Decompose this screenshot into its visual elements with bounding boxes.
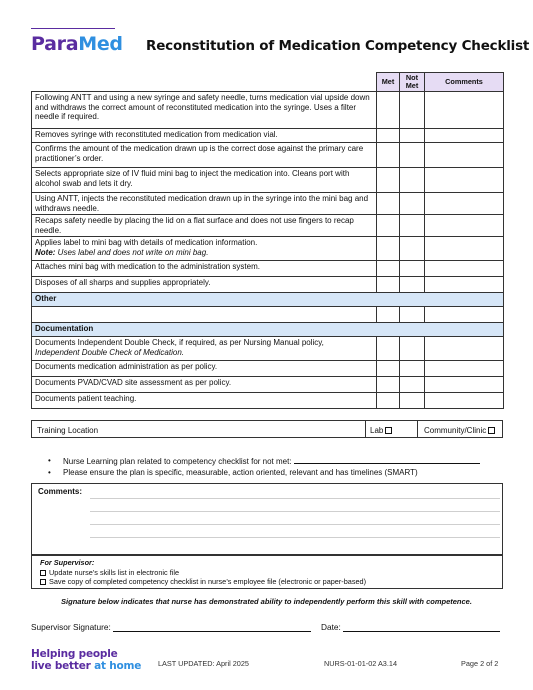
community-clinic-option[interactable] [417, 421, 502, 437]
met-cell[interactable] [377, 393, 400, 409]
table-header-row [32, 73, 504, 92]
comments-cell[interactable] [425, 193, 504, 215]
met-cell[interactable] [377, 215, 400, 237]
table-row [32, 377, 504, 393]
section-title: Documentation [32, 323, 504, 337]
section-header-other [32, 293, 504, 307]
section-title: Other [32, 293, 504, 307]
supervisor-checkbox[interactable] [40, 579, 46, 585]
comments-label: Comments: [38, 487, 83, 496]
footer-page-number: Page 2 of 2 [461, 659, 499, 668]
comments-cell[interactable] [425, 261, 504, 277]
competency-checklist-table [31, 72, 504, 409]
supervisor-signature-label: Supervisor Signature: [31, 622, 111, 632]
met-cell[interactable] [377, 129, 400, 143]
not-met-cell[interactable] [400, 215, 425, 237]
table-row [32, 337, 504, 361]
not-met-cell[interactable] [400, 361, 425, 377]
lab-checkbox[interactable] [385, 427, 392, 434]
comments-cell[interactable] [425, 143, 504, 168]
bullet-item [48, 456, 480, 468]
comments-box[interactable] [31, 483, 503, 555]
lab-label: Lab [370, 426, 384, 435]
header-blank-cell [32, 73, 377, 92]
table-row [32, 143, 504, 168]
item-text[interactable] [32, 307, 377, 323]
note-label: Note: [35, 247, 56, 257]
table-row [32, 193, 504, 215]
table-row [32, 393, 504, 409]
item-text: Recaps safety needle by placing the lid on a flat surface and does not use fingers to recap needle. [32, 215, 377, 237]
document-title: Reconstitution of Medication Competency Checklist [146, 38, 530, 54]
logo-text-para: Para [31, 33, 79, 55]
supervisor-signature-row [31, 622, 311, 632]
item-text: Attaches mini bag with medication to the administration system. [32, 261, 377, 277]
supervisor-item-text: Save copy of completed competency checklist in nurse’s employee file (electronic or paper-based) [49, 577, 367, 586]
item-text-italic: Independent Double Check of Medication. [35, 347, 184, 357]
item-text: Following ANTT and using a new syringe and safety needle, turns medication vial upside down and withdraws the correct amount of reconstituted medication into the syringe. Uses a filter needle if required. [32, 92, 377, 129]
logo-rule [31, 28, 115, 29]
table-row [32, 261, 504, 277]
comments-cell[interactable] [425, 92, 504, 129]
met-cell[interactable] [377, 361, 400, 377]
table-row [32, 215, 504, 237]
section-header-documentation [32, 323, 504, 337]
table-row [32, 237, 504, 261]
met-cell[interactable] [377, 377, 400, 393]
met-cell[interactable] [377, 307, 400, 323]
comment-line [90, 524, 500, 525]
not-met-cell[interactable] [400, 393, 425, 409]
item-text: Documents PVAD/CVAD site assessment as per policy. [32, 377, 377, 393]
not-met-cell[interactable] [400, 193, 425, 215]
supervisor-item [40, 568, 494, 578]
not-met-cell[interactable] [400, 337, 425, 361]
logo-text-med: Med [78, 33, 123, 55]
comments-cell[interactable] [425, 215, 504, 237]
supervisor-heading: For Supervisor: [40, 558, 95, 567]
item-text: Removes syringe with reconstituted medication from medication vial. [32, 129, 377, 143]
header-comments: Comments [425, 73, 504, 92]
training-location-box [31, 420, 503, 438]
not-met-cell[interactable] [400, 261, 425, 277]
table-row [32, 129, 504, 143]
learning-plan-line[interactable] [294, 456, 480, 464]
met-cell[interactable] [377, 277, 400, 293]
met-cell[interactable] [377, 337, 400, 361]
supervisor-signature-line[interactable] [113, 631, 311, 632]
table-row [32, 361, 504, 377]
bullet-item: • Please ensure the plan is specific, measurable, action oriented, relevant and has timelines (SMART) [48, 468, 480, 479]
date-row [321, 622, 500, 632]
table-row [32, 92, 504, 129]
supervisor-item [40, 577, 494, 587]
comments-cell[interactable] [425, 393, 504, 409]
footer-doc-code: NURS-01-01-02 A3.14 [324, 659, 398, 668]
supervisor-box [31, 555, 503, 589]
item-text: Using ANTT, injects the reconstituted medication drawn up in the syringe into the mini bag and withdraws needle. [32, 193, 377, 215]
met-cell[interactable] [377, 261, 400, 277]
comments-cell[interactable] [425, 168, 504, 193]
comment-line [90, 498, 500, 499]
paramed-logo [31, 33, 123, 55]
item-text: Disposes of all sharps and supplies appropriately. [32, 277, 377, 293]
signature-note: Signature below indicates that nurse has demonstrated ability to independently perform this skill with competence. [61, 597, 472, 606]
comments-cell[interactable] [425, 377, 504, 393]
comment-line [90, 511, 500, 512]
item-text: Documents patient teaching. [32, 393, 377, 409]
not-met-cell[interactable] [400, 129, 425, 143]
footer-tagline [31, 648, 141, 672]
comments-cell[interactable] [425, 277, 504, 293]
table-row [32, 307, 504, 323]
met-cell[interactable] [377, 92, 400, 129]
comment-line [90, 537, 500, 538]
item-text-main: Applies label to mini bag with details of medication information. [35, 238, 258, 247]
met-cell[interactable] [377, 193, 400, 215]
item-text: Confirms the amount of the medication drawn up is the correct dose against the primary care practitioner’s order. [32, 143, 377, 168]
community-clinic-label: Community/Clinic [424, 426, 487, 435]
table-row [32, 277, 504, 293]
date-label: Date: [321, 622, 341, 632]
item-text-main: Documents Independent Double Check, if required, as per Nursing Manual policy, [35, 338, 324, 347]
tagline-line1: Helping people [31, 648, 118, 660]
not-met-cell[interactable] [400, 377, 425, 393]
tagline-highlight: at home [94, 660, 142, 672]
met-cell[interactable] [377, 143, 400, 168]
footer-last-updated: LAST UPDATED: April 2025 [158, 659, 249, 668]
met-cell[interactable] [377, 237, 400, 261]
learning-plan-bullets [48, 456, 480, 478]
comments-cell[interactable] [425, 337, 504, 361]
lab-option[interactable] [365, 421, 417, 437]
item-text: Selects appropriate size of IV fluid mini bag to inject the medication into. Cleans port with alcohol swab and lets it dry. [32, 168, 377, 193]
item-text [32, 337, 377, 361]
community-clinic-checkbox[interactable] [488, 427, 495, 434]
not-met-cell[interactable] [400, 168, 425, 193]
not-met-cell[interactable] [400, 237, 425, 261]
tagline-text: live better [31, 660, 95, 672]
not-met-cell[interactable] [400, 307, 425, 323]
item-note [35, 248, 208, 257]
item-text: Documents medication administration as per policy. [32, 361, 377, 377]
comments-cell[interactable] [425, 129, 504, 143]
supervisor-item-text: Update nurse’s skills list in electronic file [49, 567, 180, 577]
not-met-cell[interactable] [400, 143, 425, 168]
not-met-cell[interactable] [400, 277, 425, 293]
training-location-label: Training Location [37, 426, 99, 435]
note-text: Uses label and does not write on mini bag. [55, 247, 209, 257]
table-row [32, 168, 504, 193]
comments-cell[interactable] [425, 361, 504, 377]
learning-plan-label: Nurse Learning plan related to competency checklist for not met: [63, 457, 292, 466]
header-met: Met [377, 73, 400, 92]
not-met-cell[interactable] [400, 92, 425, 129]
met-cell[interactable] [377, 168, 400, 193]
date-line[interactable] [343, 631, 500, 632]
header-not-met: Not Met [400, 73, 425, 92]
supervisor-checkbox[interactable] [40, 570, 46, 576]
comments-cell[interactable] [425, 237, 504, 261]
item-text [32, 237, 377, 261]
tagline-line2 [31, 660, 141, 672]
comments-cell[interactable] [425, 307, 504, 323]
